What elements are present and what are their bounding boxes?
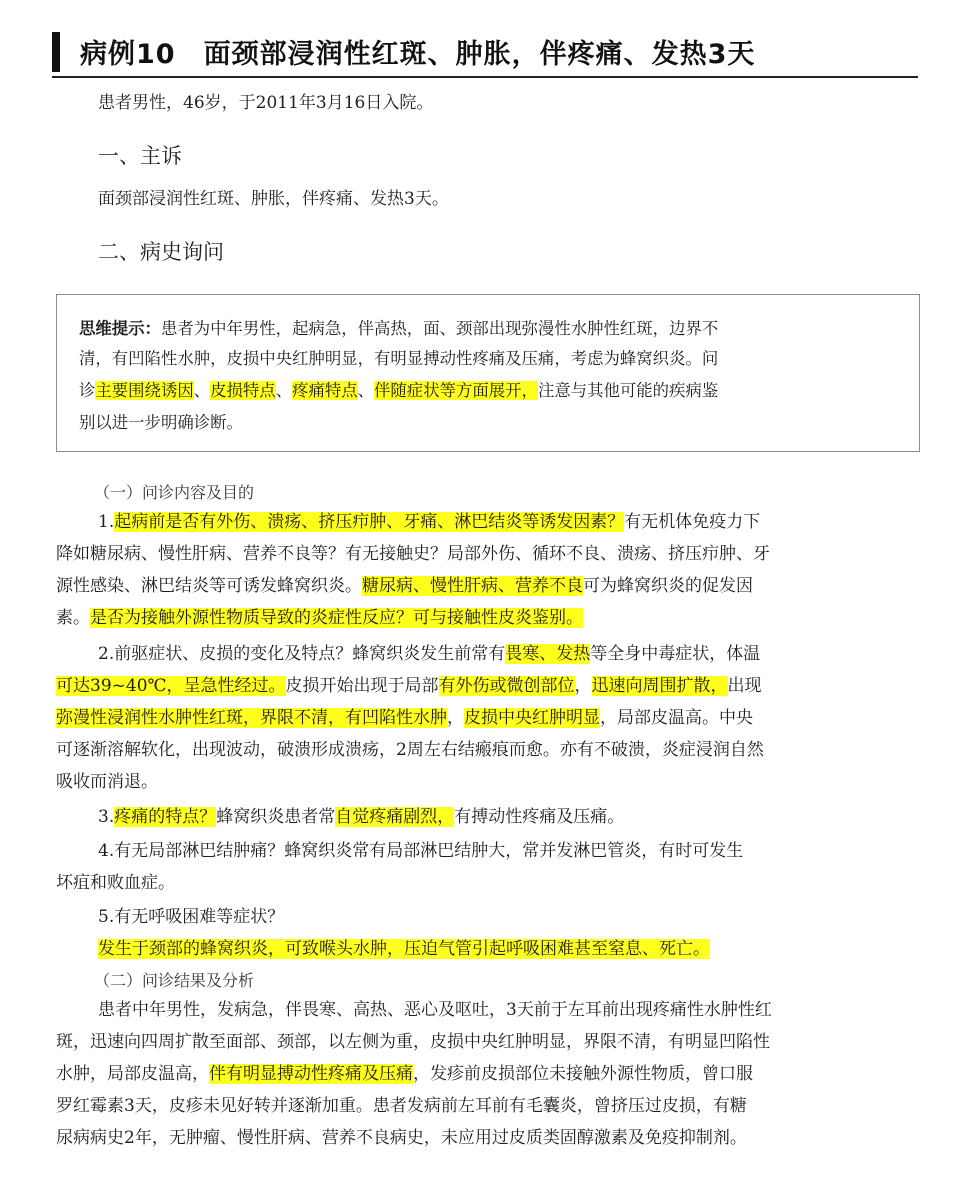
result-line-2: 斑，迅速向四周扩散至面部、颈部，以左侧为重，皮损中央红肿明显，界限不清，有明显凹陷性 — [56, 1032, 770, 1052]
hint-line-4: 别以进一步明确诊断。 — [79, 413, 243, 432]
case-title — [80, 32, 755, 71]
intro-text: 患者男性，46岁，于2011年3月16日入院。 — [98, 93, 434, 113]
chief-complaint: 面颈部浸润性红斑、肿胀，伴疼痛、发热3天。 — [98, 189, 449, 209]
case-number: 病例10 — [80, 39, 176, 70]
section2-heading: 二、病史询问 — [98, 240, 224, 264]
subsection-2-heading: （二）问诊结果及分析 — [94, 971, 255, 990]
hint-line-1: 患者为中年男性，起病急，伴高热，面、颈部出现弥漫性水肿性红斑，边界不 — [160, 319, 719, 338]
q1-line-3: 源性感染、淋巴结炎等可诱发蜂窝织炎。糖尿病、慢性肝病、营养不良可为蜂窝织炎的促发因 — [56, 576, 753, 596]
q2-line-4: 可逐渐溶解软化，出现波动，破溃形成溃疡，2周左右结瘢痕而愈。亦有不破溃，炎症浸润自然 — [56, 740, 764, 760]
result-line-1: 患者中年男性，发病急，伴畏寒、高热、恶心及呕吐，3天前于左耳前出现疼痛性水肿性红 — [98, 1000, 772, 1020]
q2-line-3: 弥漫性浸润性水肿性红斑，界限不清，有凹陷性水肿，皮损中央红肿明显，局部皮温高。中央 — [56, 708, 753, 728]
q1-line-2: 降如糖尿病、慢性肝病、营养不良等？有无接触史？局部外伤、循环不良、溃疡、挤压疖肿、牙 — [56, 544, 770, 564]
q4-line-2: 坏疽和败血症。 — [56, 873, 175, 893]
subsection-1-heading: （一）问诊内容及目的 — [94, 483, 255, 502]
q5-line-2: 发生于颈部的蜂窝织炎，可致喉头水肿，压迫气管引起呼吸困难甚至窒息、死亡。 — [98, 939, 710, 959]
hint-label: 思维提示： — [79, 319, 161, 338]
q4-line-1: 4.有无局部淋巴结肿痛？蜂窝织炎常有局部淋巴结肿大，常并发淋巴管炎，有时可发生 — [98, 841, 744, 861]
case-title-bar — [52, 30, 918, 78]
hint-line-2: 清，有凹陷性水肿，皮损中央红肿明显，有明显搏动性疼痛及压痛，考虑为蜂窝织炎。问 — [79, 349, 719, 368]
result-line-5: 尿病病史2年，无肿瘤、慢性肝病、营养不良病史，未应用过皮质类固醇激素及免疫抑制剂。 — [56, 1128, 747, 1148]
q3-line-1: 3.疼痛的特点？蜂窝织炎患者常自觉疼痛剧烈，有搏动性疼痛及压痛。 — [98, 807, 625, 827]
q2-line-5: 吸收而消退。 — [56, 772, 158, 792]
section1-heading: 一、主诉 — [98, 144, 182, 168]
result-line-3: 水肿，局部皮温高，伴有明显搏动性疼痛及压痛，发疹前皮损部位未接触外源性物质，曾口服 — [56, 1064, 753, 1084]
q5-line-1: 5.有无呼吸困难等症状？ — [98, 907, 285, 927]
title-marker — [52, 32, 60, 72]
result-line-4: 罗红霉素3天，皮疹未见好转并逐渐加重。患者发病前左耳前有毛囊炎，曾挤压过皮损，有糖 — [56, 1096, 747, 1116]
q1-line-4: 素。是否为接触外源性物质导致的炎症性反应？可与接触性皮炎鉴别。 — [56, 608, 583, 628]
thinking-hint-box — [56, 294, 920, 452]
case-title-text: 面颈部浸润性红斑、肿胀，伴疼痛、发热3天 — [203, 39, 756, 70]
q1-line-1: 1.起病前是否有外伤、溃疡、挤压疖肿、牙痛、淋巴结炎等诱发因素？有无机体免疫力下 — [98, 512, 761, 532]
hint-line-3: 诊主要围绕诱因、皮损特点、疼痛特点、伴随症状等方面展开，注意与其他可能的疾病鉴 — [79, 381, 719, 400]
q2-line-1: 2.前驱症状、皮损的变化及特点？蜂窝织炎发生前常有畏寒、发热等全身中毒症状，体温 — [98, 644, 761, 664]
q2-line-2: 可达39~40℃，呈急性经过。皮损开始出现于局部有外伤或微创部位，迅速向周围扩散，出现 — [56, 676, 762, 696]
